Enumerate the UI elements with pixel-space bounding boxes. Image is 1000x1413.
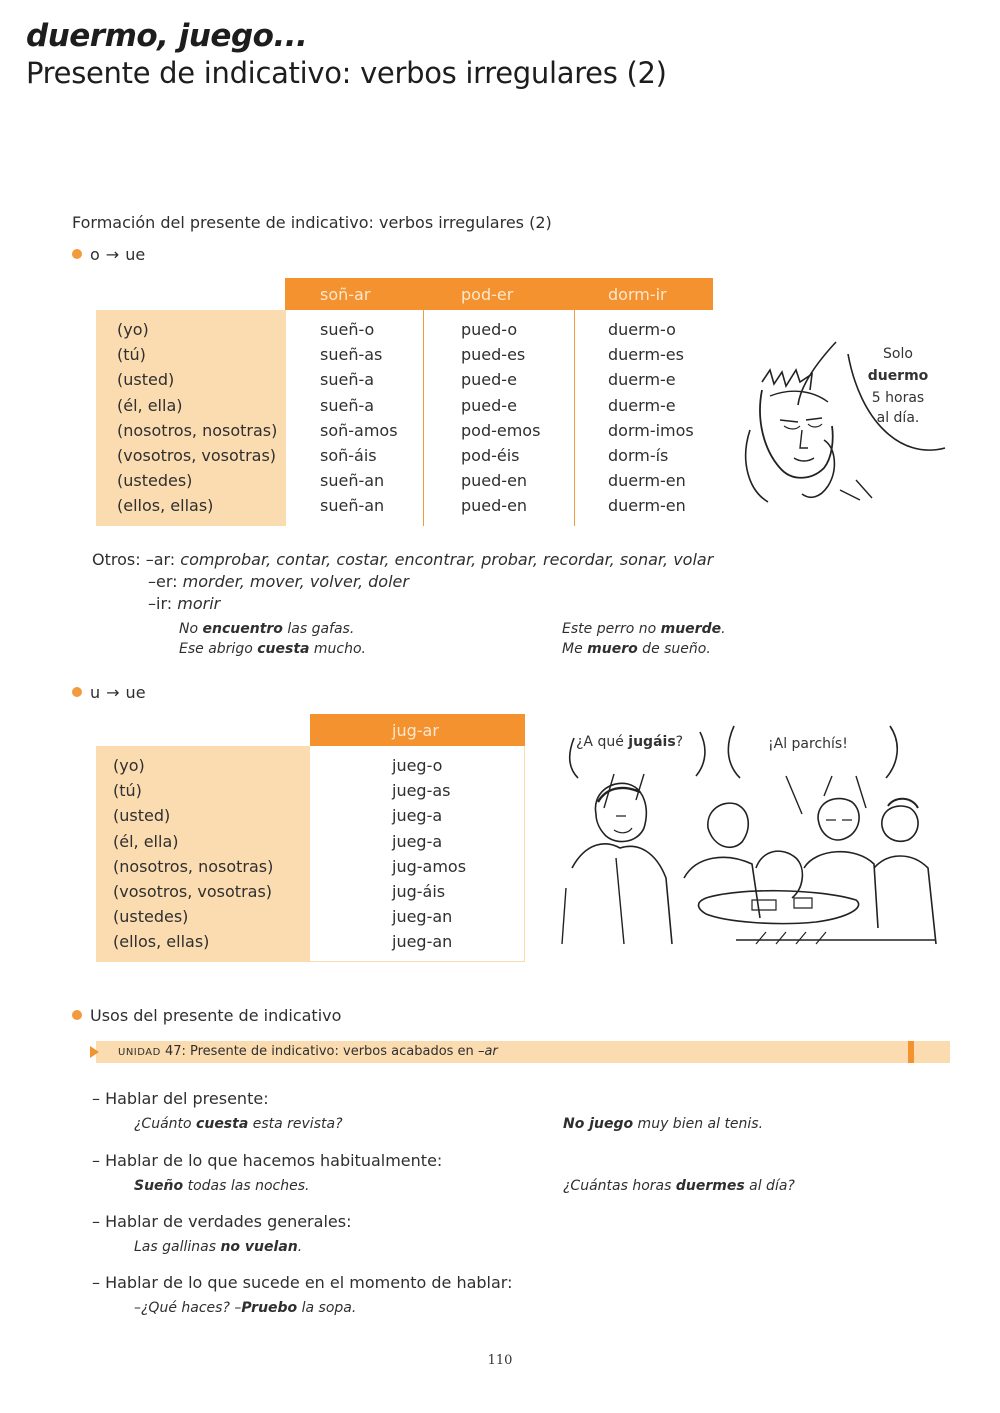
usage-example (134, 1116, 343, 1132)
table1-col-poder (461, 317, 540, 519)
cartoon2-question (576, 734, 683, 750)
ex-text: las gafas. (282, 621, 355, 637)
table-cell: pued-es (461, 345, 526, 365)
rule-o-ue (72, 245, 145, 264)
table-cell: (ellos, ellas) (117, 496, 214, 516)
usage-heading: – Hablar de verdades generales: (92, 1212, 352, 1231)
otros-ar-verbs: comprobar, contar, costar, encontrar, probar, recordar, sonar, volar (180, 550, 714, 569)
cartoon1-line1: Solo (883, 346, 913, 362)
table-cell: (él, ella) (117, 395, 183, 415)
table-cell: pued-e (461, 370, 517, 390)
ex-bold: muerde (660, 621, 722, 637)
bullet-icon (72, 1010, 82, 1020)
table-cell: (nosotros, nosotras) (117, 420, 278, 440)
table-cell: jueg-a (392, 806, 443, 826)
ex-text: Me (562, 641, 588, 657)
ex-text: todas las noches. (183, 1178, 310, 1194)
bullet-icon (72, 687, 82, 697)
table-cell: duerm-e (608, 395, 676, 415)
triangle-right-icon (90, 1046, 99, 1058)
ex-text: ¿Cuánto (134, 1116, 197, 1132)
rule-from: u (90, 683, 101, 702)
table1-header-2: pod-er (461, 285, 514, 304)
page-title: duermo, juego... (26, 18, 308, 54)
table-cell: duerm-o (608, 320, 676, 339)
table-cell: pued-o (461, 320, 518, 339)
cartoon1-line2: duermo (867, 368, 929, 384)
table-cell: jueg-as (392, 781, 451, 801)
usage-example (563, 1178, 795, 1194)
ex-bold: no vuelan (220, 1239, 298, 1255)
example-sentence (562, 619, 726, 639)
table-cell: jueg-a (392, 831, 443, 851)
table2-pronouns (113, 753, 273, 955)
ex-bold: duermes (675, 1178, 745, 1194)
table-cell: (yo) (117, 320, 149, 339)
otros-er-prefix: –er: (148, 572, 178, 591)
table-cell: pued-e (461, 395, 517, 415)
table1-header (285, 278, 713, 310)
table-cell: duerm-e (608, 370, 676, 390)
table-cell: soñ-áis (320, 446, 377, 466)
table1-col-dormir (608, 317, 694, 519)
ex-bold: encuentro (202, 621, 283, 637)
bullet-icon (72, 249, 82, 259)
q-text: ¿A qué (576, 734, 629, 750)
table-cell: sueñ-a (320, 370, 375, 390)
table-cell: duerm-es (608, 345, 684, 365)
cartoon1-line3: 5 horas (871, 390, 925, 406)
otros-ar-line (92, 549, 713, 571)
examples1-right (562, 619, 726, 659)
table-cell: sueñ-an (320, 496, 385, 516)
table-cell: pued-en (461, 496, 528, 516)
ex-text: muy bien al tenis. (633, 1116, 764, 1132)
table-cell: pod-éis (461, 446, 520, 466)
ex-text: esta revista? (248, 1116, 343, 1132)
sleepy-man-illustration (740, 330, 955, 510)
otros-label: Otros: (92, 550, 141, 569)
table-cell: (tú) (113, 781, 142, 801)
table2-header-label: jug-ar (392, 721, 439, 740)
table-cell: (usted) (117, 370, 175, 390)
rule-from: o (90, 245, 100, 264)
ex-text: No (179, 621, 203, 637)
table-cell: (vosotros, vosotras) (117, 446, 277, 466)
usage-heading: – Hablar de lo que sucede en el momento de hablar: (92, 1273, 513, 1292)
table1-col-sonar (320, 317, 398, 519)
table1-divider (574, 310, 575, 526)
table2-forms (392, 753, 466, 955)
otros-ar-prefix: –ar: (145, 550, 176, 569)
table-cell: (ustedes) (117, 471, 193, 491)
ex-bold: cuesta (196, 1116, 249, 1132)
ex-text: Este perro no (562, 621, 661, 637)
table-cell: (nosotros, nosotras) (113, 856, 274, 876)
ex-text: Las gallinas (134, 1239, 221, 1255)
example-sentence (562, 639, 726, 659)
otros-ir-verbs: morir (177, 594, 221, 613)
ex-bold: Sueño (134, 1178, 184, 1194)
table1-pronouns (117, 317, 277, 519)
usage-example (134, 1239, 302, 1255)
table-cell: duerm-en (608, 471, 686, 491)
table-cell: jueg-an (392, 907, 453, 927)
usos-heading-text: Usos del presente de indicativo (90, 1006, 342, 1025)
q-text: ? (675, 734, 684, 750)
ex-bold: cuesta (257, 641, 310, 657)
table-cell: jug-áis (392, 882, 446, 902)
unit-label: UNIDAD (118, 1047, 161, 1058)
ex-bold: Pruebo (241, 1300, 298, 1316)
example-sentence (179, 619, 366, 639)
cartoon1-line4: al día. (876, 410, 920, 426)
ex-text: . (721, 621, 726, 637)
usos-heading (72, 1006, 341, 1025)
table1-divider (423, 310, 424, 526)
page-subtitle: Presente de indicativo: verbos irregulares (2) (26, 56, 667, 90)
examples1-left (179, 619, 366, 659)
q-bold: jugáis (628, 734, 676, 750)
arrow-icon: → (106, 683, 120, 702)
table-cell: (yo) (113, 756, 145, 775)
ex-bold: muero (587, 641, 638, 657)
parchis-players-illustration (556, 718, 948, 954)
unit-reference-text (118, 1044, 498, 1059)
otros-er-line (92, 571, 713, 593)
table-cell: (él, ella) (113, 831, 179, 851)
ex-text: Ese abrigo (179, 641, 258, 657)
table-cell: dorm-imos (608, 420, 694, 440)
otros-ir-line (92, 593, 713, 615)
arrow-icon: → (105, 245, 120, 264)
usage-example (134, 1300, 356, 1316)
page-number: 110 (487, 1353, 513, 1368)
rule-to: ue (125, 245, 146, 264)
table-cell: jug-amos (392, 856, 467, 876)
table-cell: sueñ-as (320, 345, 383, 365)
table-cell: sueñ-an (320, 471, 385, 491)
ex-text: –¿Qué haces? – (134, 1300, 242, 1316)
table-cell: jueg-an (392, 932, 453, 952)
usage-example (563, 1116, 763, 1132)
unit-suffix: –ar (477, 1044, 498, 1059)
ex-text: ¿Cuántas horas (563, 1178, 676, 1194)
table-cell: (ustedes) (113, 907, 189, 927)
table-cell: pued-en (461, 471, 528, 491)
table-cell: (usted) (113, 806, 171, 826)
table1-header-1: soñ-ar (320, 285, 371, 304)
example-sentence (179, 639, 366, 659)
otros-block (92, 549, 713, 615)
rule-u-ue (72, 683, 146, 702)
table-cell: sueñ-a (320, 395, 375, 415)
cartoon2-answer: ¡Al parchís! (768, 736, 848, 752)
ex-text: la sopa. (297, 1300, 357, 1316)
unit-bar-end-mark (908, 1041, 914, 1063)
otros-er-verbs: morder, mover, volver, doler (182, 572, 409, 591)
ex-text: de sueño. (637, 641, 711, 657)
table-cell: sueñ-o (320, 320, 375, 339)
table-cell: (ellos, ellas) (113, 932, 210, 952)
usage-heading: – Hablar del presente: (92, 1089, 269, 1108)
table-cell: (vosotros, vosotras) (113, 882, 273, 902)
table-cell: jueg-o (392, 756, 443, 775)
usage-example (134, 1178, 309, 1194)
table2-header (310, 714, 525, 746)
ex-text: . (297, 1239, 303, 1255)
usage-heading: – Hablar de lo que hacemos habitualmente: (92, 1151, 443, 1170)
formation-heading: Formación del presente de indicativo: verbos irregulares (2) (72, 213, 552, 232)
table-cell: soñ-amos (320, 420, 398, 440)
table-cell: pod-emos (461, 420, 541, 440)
rule-to: ue (125, 683, 146, 702)
table-cell: duerm-en (608, 496, 686, 516)
otros-ir-prefix: –ir: (148, 594, 173, 613)
table-cell: dorm-ís (608, 446, 669, 466)
ex-text: mucho. (309, 641, 366, 657)
table-cell: (tú) (117, 345, 146, 365)
table1-header-3: dorm-ir (608, 285, 667, 304)
ex-bold: No juego (563, 1116, 634, 1132)
unit-reference-bar[interactable] (96, 1041, 950, 1063)
unit-title: 47: Presente de indicativo: verbos acabados en (160, 1044, 478, 1059)
ex-text: al día? (744, 1178, 795, 1194)
